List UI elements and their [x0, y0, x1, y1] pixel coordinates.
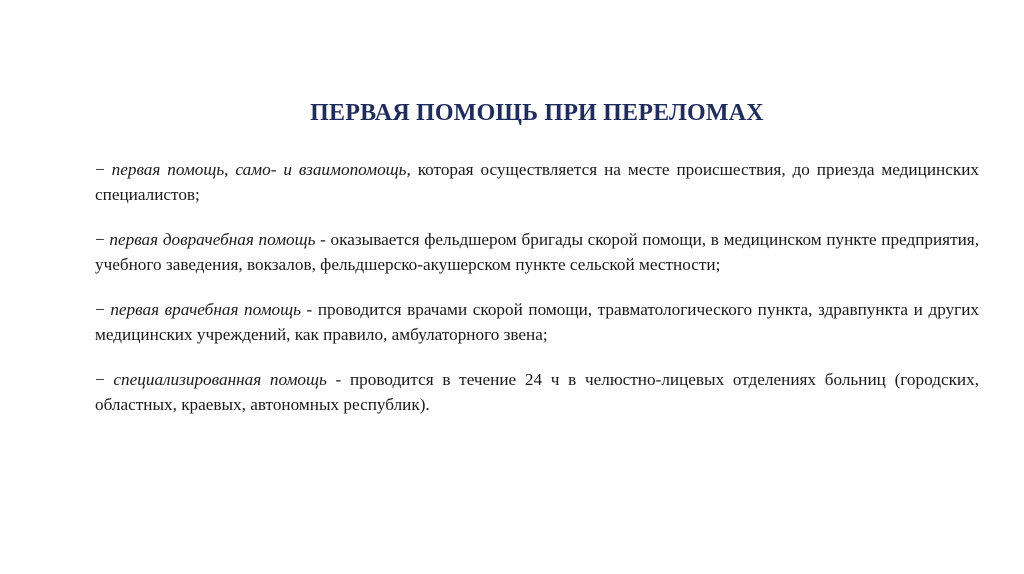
item-term: специализированная помощь: [113, 370, 327, 389]
item-text: - проводится врачами скорой помощи, травматологического пункта, здравпункта и других медицинских учреждений, как правило, амбулаторного звена;: [95, 300, 980, 344]
item-term: первая врачебная помощь: [110, 300, 301, 319]
bullet-dash: −: [95, 160, 105, 179]
list-item: [95, 298, 979, 347]
item-term: первая помощь, само- и взаимопомощь,: [111, 160, 411, 179]
list-item: [95, 368, 979, 417]
bullet-dash: −: [95, 370, 105, 389]
slide-title: ПЕРВАЯ ПОМОЩЬ ПРИ ПЕРЕЛОМАХ: [310, 100, 764, 126]
item-text: - оказывается фельдшером бригады скорой помощи, в медицинском пункте предприятия, учебного заведения, вокзалов, фельдшерско-акушерском пункте сельской местности;: [95, 230, 980, 274]
list-item: [95, 228, 979, 277]
bullet-dash: −: [95, 230, 105, 249]
item-text: которая осуществляется на месте происшествия, до приезда медицинских специалистов;: [95, 160, 979, 204]
item-term: первая доврачебная помощь: [109, 230, 316, 249]
item-text: - проводится в течение 24 ч в челюстно-лицевых отделениях больниц (городских, областных, краевых, автономных республик).: [95, 370, 980, 414]
bullet-dash: −: [95, 300, 105, 319]
slide-body: [95, 158, 979, 438]
list-item: [95, 158, 979, 207]
